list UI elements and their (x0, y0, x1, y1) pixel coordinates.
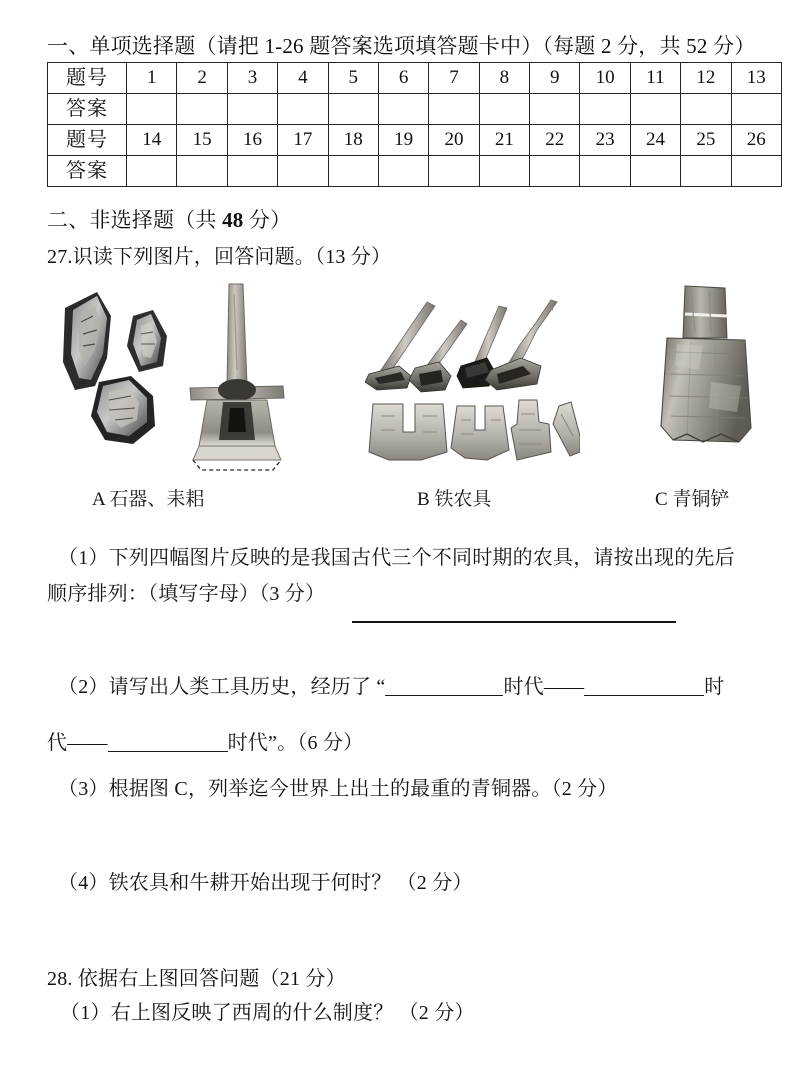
row-label-question-2: 题号 (48, 125, 127, 156)
answer-cell[interactable] (378, 94, 428, 125)
answer-cell[interactable] (681, 94, 731, 125)
question-number-cell: 15 (177, 125, 227, 156)
question-number-cell: 2 (177, 63, 227, 94)
answer-cell[interactable] (580, 94, 630, 125)
iron-implement-head-v-ploughshare (553, 402, 580, 456)
answer-cell[interactable] (429, 156, 479, 187)
answer-cell[interactable] (429, 94, 479, 125)
answer-cell[interactable] (378, 156, 428, 187)
question-27-2-text-e: 时代”。（6 分） (227, 732, 364, 754)
table-row (48, 125, 782, 156)
answer-cell[interactable] (731, 94, 782, 125)
iron-implement-head-u-1 (369, 404, 447, 460)
answer-cell[interactable] (328, 156, 378, 187)
question-27-2-blank-2[interactable] (584, 695, 704, 696)
question-number-cell: 25 (681, 125, 731, 156)
answer-cell[interactable] (530, 94, 580, 125)
answer-card-body (48, 63, 782, 187)
table-row (48, 156, 782, 187)
question-number-cell: 4 (278, 63, 328, 94)
question-number-cell: 6 (378, 63, 428, 94)
question-number-cell: 7 (429, 63, 479, 94)
question-number-cell: 11 (630, 63, 680, 94)
question-number-cell: 20 (429, 125, 479, 156)
leisi-digging-tool (190, 284, 284, 470)
question-number-cell: 3 (227, 63, 277, 94)
answer-card-table (47, 62, 782, 187)
answer-cell[interactable] (328, 94, 378, 125)
question-28-stem: 28. 依据右上图回答问题（21 分） (47, 968, 346, 990)
question-27-4: （4）铁农具和牛耕开始出现于何时？ （2 分） (58, 872, 473, 894)
question-number-cell: 9 (530, 63, 580, 94)
answer-cell[interactable] (630, 156, 680, 187)
question-number-cell: 5 (328, 63, 378, 94)
question-27-1-answer-rule[interactable] (352, 621, 676, 623)
figure-c-caption: C 青铜铲 (655, 489, 730, 510)
answer-cell[interactable] (177, 156, 227, 187)
answer-cell[interactable] (731, 156, 782, 187)
question-27-2-line-2 (47, 726, 363, 755)
table-row (48, 63, 782, 94)
question-number-cell: 8 (479, 63, 529, 94)
figure-a-caption: A 石器、耒耜 (92, 489, 205, 510)
answer-cell[interactable] (479, 156, 529, 187)
answer-cell[interactable] (127, 156, 177, 187)
answer-cell[interactable] (278, 94, 328, 125)
stone-flake-pointed (127, 310, 167, 372)
question-27-1-line-2: 顺序排列：（填写字母）（3 分） (47, 583, 326, 605)
question-number-cell: 12 (681, 63, 731, 94)
question-number-cell: 13 (731, 63, 782, 94)
section-2-title-score: 48 (222, 208, 244, 232)
question-number-cell: 1 (127, 63, 177, 94)
bronze-spade-socket (683, 286, 727, 338)
row-label-question-1: 题号 (48, 63, 127, 94)
figure-caption-row (47, 484, 782, 510)
answer-cell[interactable] (227, 156, 277, 187)
question-27-2-text-d: 代—— (47, 732, 108, 754)
figure-b-iron-farm-implements (365, 296, 580, 468)
answer-cell[interactable] (530, 156, 580, 187)
question-27-1-line-1: （1）下列四幅图片反映的是我国古代三个不同时期的农具，请按出现的先后 (58, 547, 735, 569)
question-27-figure-band (47, 272, 782, 472)
answer-cell[interactable] (177, 94, 227, 125)
answer-cell[interactable] (127, 94, 177, 125)
bronze-spade-blade (661, 338, 751, 442)
answer-cell[interactable] (630, 94, 680, 125)
table-row (48, 94, 782, 125)
row-label-answer-1: 答案 (48, 94, 127, 125)
question-27-3: （3）根据图 C，列举迄今世界上出土的最重的青铜器。（2 分） (58, 778, 618, 800)
figure-c-bronze-spade (647, 282, 767, 472)
section-2-title-prefix: 二、非选择题（共 (47, 208, 223, 232)
question-number-cell: 10 (580, 63, 630, 94)
iron-implement-head-u-2 (451, 406, 509, 460)
section-2-title-suffix: 分） (243, 208, 292, 232)
question-number-cell: 23 (580, 125, 630, 156)
question-number-cell: 24 (630, 125, 680, 156)
question-27-stem: 27.识读下列图片，回答问题。（13 分） (47, 246, 392, 268)
iron-implement-head-blade (511, 400, 551, 460)
row-label-answer-2: 答案 (48, 156, 127, 187)
answer-cell[interactable] (580, 156, 630, 187)
question-28-1: （1）右上图反映了西周的什么制度？ （2 分） (60, 1002, 475, 1024)
question-number-cell: 22 (530, 125, 580, 156)
question-number-cell: 17 (278, 125, 328, 156)
figure-a-stone-tools-and-leisi (57, 280, 307, 472)
answer-cell[interactable] (278, 156, 328, 187)
question-27-2-line-1 (58, 670, 725, 699)
answer-cell[interactable] (681, 156, 731, 187)
answer-cell[interactable] (227, 94, 277, 125)
question-number-cell: 16 (227, 125, 277, 156)
question-number-cell: 26 (731, 125, 782, 156)
question-27-2-blank-1[interactable] (385, 695, 503, 696)
figure-b-caption: B 铁农具 (417, 489, 492, 510)
question-27-2-text-b: 时代—— (503, 676, 585, 698)
question-number-cell: 19 (378, 125, 428, 156)
stone-core-round (91, 376, 155, 444)
question-number-cell: 21 (479, 125, 529, 156)
question-number-cell: 18 (328, 125, 378, 156)
question-number-cell: 14 (127, 125, 177, 156)
question-27-2-text-c: 时 (704, 676, 725, 698)
question-27-2-blank-3[interactable] (108, 751, 228, 752)
stone-flake-large (63, 292, 111, 390)
section-1-title: 一、单项选择题（请把 1-26 题答案选项填答题卡中）（每题 2 分，共 52 分） (47, 34, 756, 58)
answer-cell[interactable] (479, 94, 529, 125)
question-27-2-text-a: （2）请写出人类工具历史，经历了 “ (58, 676, 386, 698)
section-2-title (47, 204, 291, 234)
